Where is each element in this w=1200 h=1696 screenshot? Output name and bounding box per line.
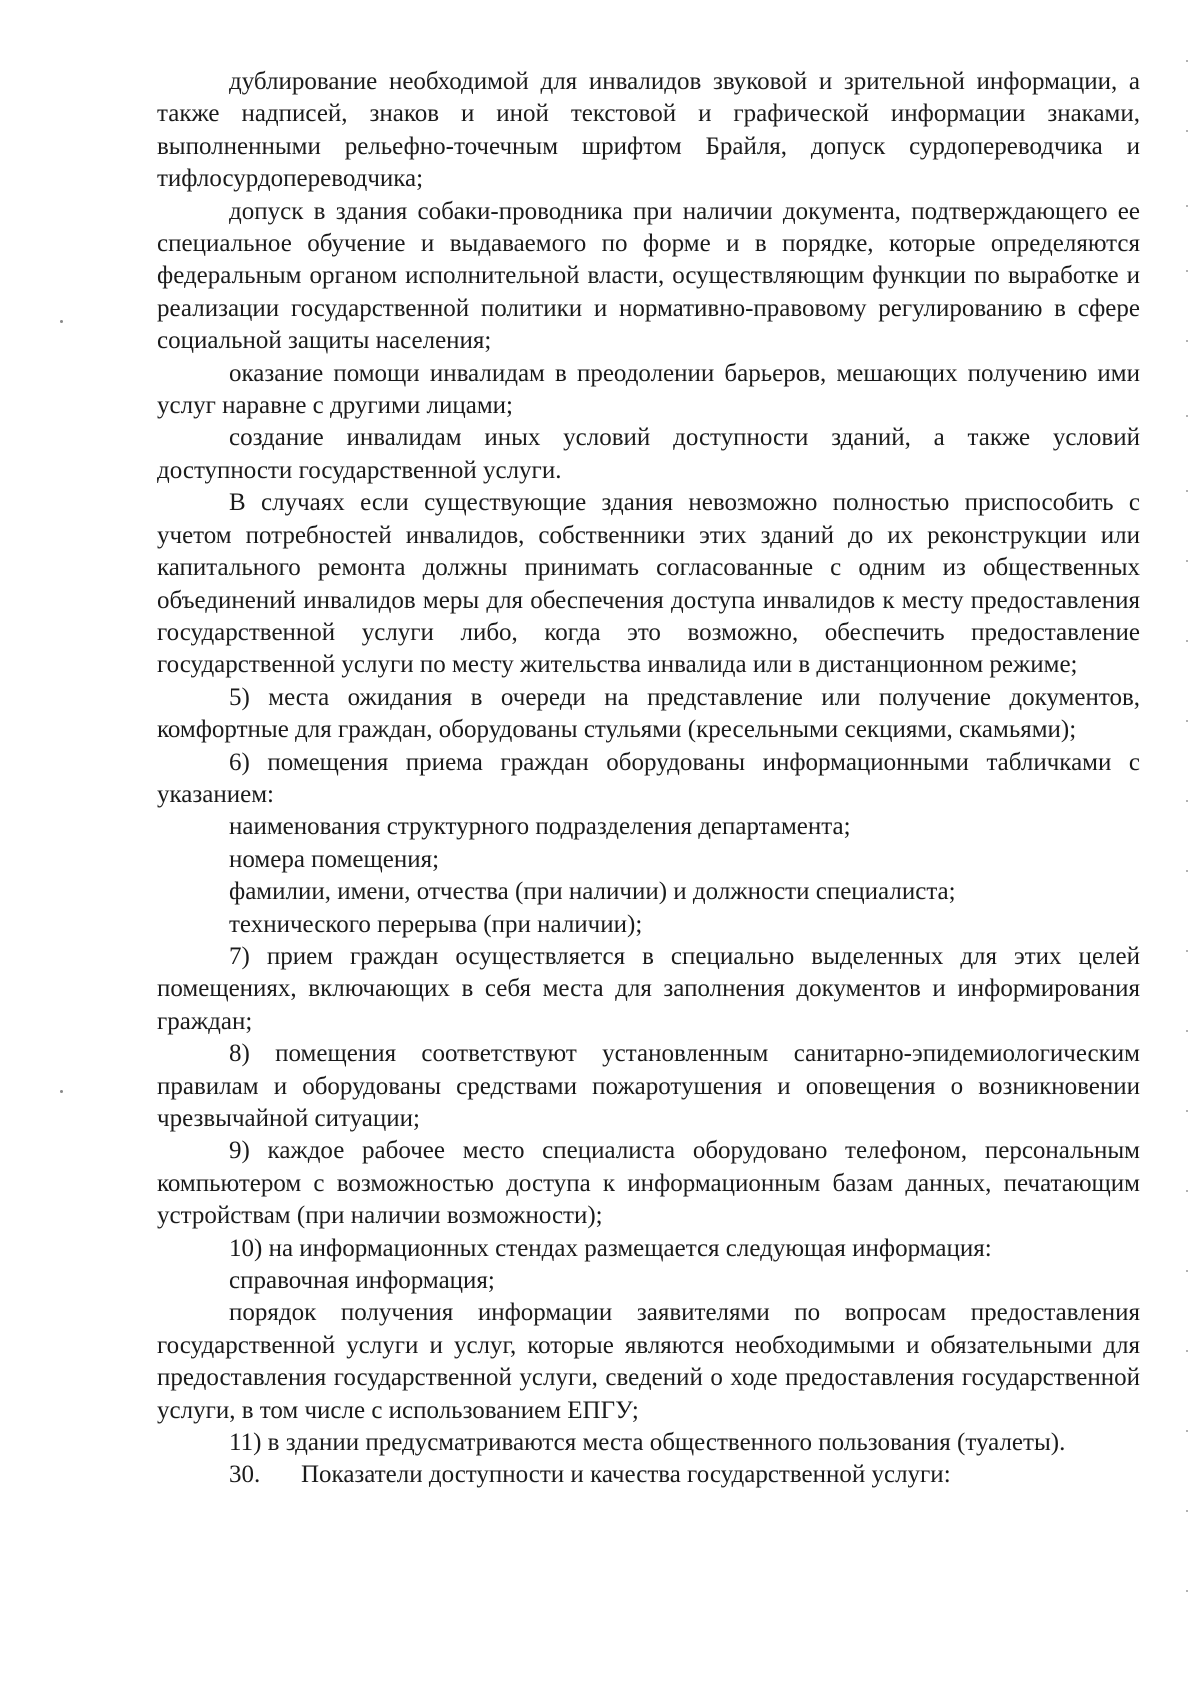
paragraph-item-10: 10) на информационных стендах размещается следующая информация:: [229, 1234, 992, 1262]
section-30-heading: [157, 1459, 1140, 1491]
section-30-title: Показатели доступности и качества государственной услуги:: [301, 1461, 951, 1489]
scan-edge-artifacts: [1186, 0, 1190, 1696]
paragraph-item-8: 8) помещения соответствуют установленным санитарно-эпидемиологическим правилам и оборудованы средствами пожаротушения и оповещения о возникновении чрезвычайной ситуации;: [157, 1040, 1140, 1132]
scan-left-mark: [60, 1090, 63, 1093]
paragraph-item-5: 5) места ожидания в очереди на представление или получение документов, комфортные для граждан, оборудованы стульями (кресельными секциями, скамьями);: [157, 683, 1140, 744]
paragraph-item-9: 9) каждое рабочее место специалиста оборудовано телефоном, персональным компьютером с возможностью доступа к информационным базам данных, печатающим устройствам (при наличии возможности);: [157, 1137, 1140, 1230]
paragraph-guide-dog: допуск в здания собаки-проводника при наличии документа, подтверждающего ее специальное обучение и выдаваемого по форме и в порядке, которые определяются федеральным органом исполнительной власти, осуществляющим функции по выработке и реализации государственной политики и нормативно-правовому регулированию в сфере социальной защиты населения;: [157, 197, 1140, 355]
paragraph-item-6-room: номера помещения;: [229, 845, 440, 873]
scan-left-mark: [60, 320, 63, 323]
paragraph-accessibility-conditions: создание инвалидам иных условий доступности зданий, а также условий доступности государственной услуги.: [157, 424, 1140, 484]
paragraph-item-7: 7) прием граждан осуществляется в специально выделенных для этих целей помещениях, включающих в себя места для заполнения документов и информирования граждан;: [157, 942, 1140, 1035]
paragraph-item-10-reference: справочная информация;: [229, 1267, 495, 1295]
section-30-number: 30.: [229, 1461, 261, 1489]
paragraph-item-6-specialist: фамилии, имени, отчества (при наличии) и должности специалиста;: [229, 878, 956, 906]
paragraph-item-6-break: технического перерыва (при наличии);: [229, 910, 643, 938]
paragraph-item-11: 11) в здании предусматриваются места общественного пользования (туалеты).: [229, 1429, 1066, 1457]
paragraph-item-6: 6) помещения приема граждан оборудованы информационными табличками с указанием:: [157, 748, 1140, 808]
paragraph-item-6-name: наименования структурного подразделения департамента;: [229, 813, 851, 841]
paragraph-item-10-procedure: порядок получения информации заявителями по вопросам предоставления государственной услуги и услуг, которые являются необходимыми и обязательными для предоставления государственной услуги, сведений о ходе предоставления государственной услуги, в том числе с использованием ЕПГУ;: [157, 1299, 1140, 1424]
paragraph-assistance: оказание помощи инвалидам в преодолении барьеров, мешающих получению ими услуг наравне с другими лицами;: [157, 359, 1140, 420]
document-body: [157, 66, 1140, 1492]
paragraph-existing-buildings: В случаях если существующие здания невозможно полностью приспособить с учетом потребностей инвалидов, собственники этих зданий до их реконструкции или капитального ремонта должны принимать согласованные с одним из общественных объединений инвалидов меры для обеспечения доступа инвалидов к месту предоставления государственной услуги либо, когда это возможно, обеспечить предоставление государственной услуги по месту жительства инвалида или в дистанционном режиме;: [157, 489, 1140, 679]
paragraph-duplication: дублирование необходимой для инвалидов звуковой и зрительной информации, а также надписей, знаков и иной текстовой и графической информации знаками, выполненными рельефно-точечным шрифтом Брайля, допуск сурдопереводчика и тифлосурдопереводчика;: [157, 68, 1140, 193]
